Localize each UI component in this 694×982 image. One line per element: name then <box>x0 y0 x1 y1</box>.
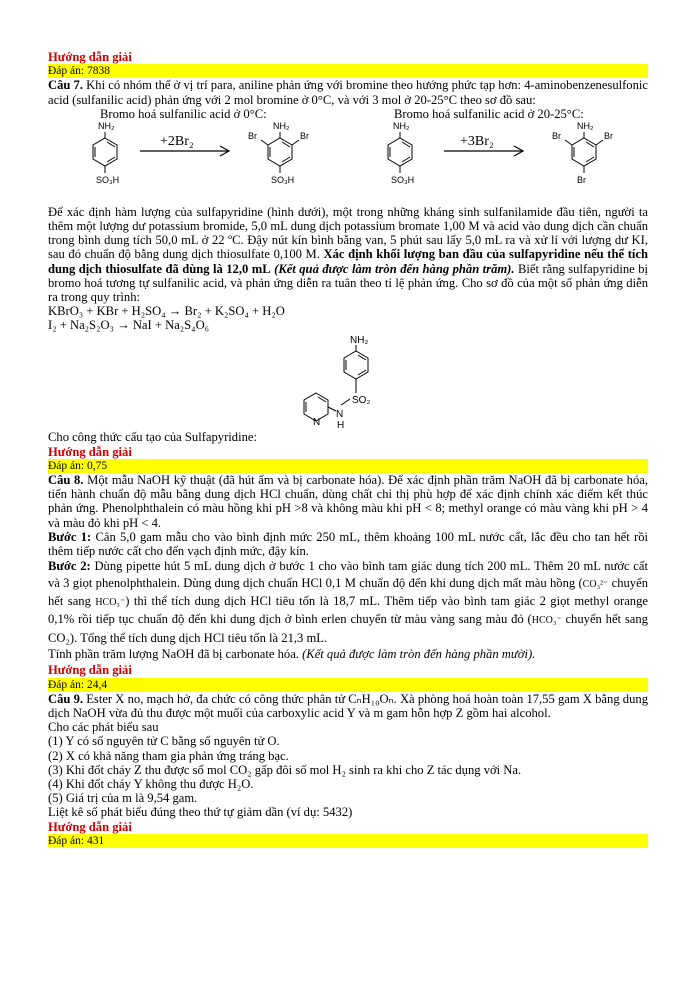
statements-lead: Cho các phát biểu sau <box>48 720 159 735</box>
question-bold-text: Xác định khối lượng ban đầu của sulfapyridine nếu thể tích dung dịch thiosulfate đã dùng là 12,0 mL <box>48 247 648 276</box>
br-label: Br <box>577 174 586 185</box>
question-8-final <box>48 646 648 663</box>
carbonate-ion: CO₃²⁻ <box>582 578 609 590</box>
bromination-scheme <box>48 107 648 205</box>
question-text: Tính phần trăm lượng NaOH đã bị carbonate hóa. <box>48 647 303 662</box>
scheme-title-0c: Bromo hoá sulfanilic acid ở 0°C: <box>100 106 267 121</box>
statement-4: (4) Khi đốt cháy Y không thu được H₂O. <box>48 776 254 791</box>
statement-3: (3) Khi đốt cháy Z thu được số mol CO₂ gấp đôi số mol H₂ sinh ra khi cho Z tác dụng với Na. <box>48 762 522 777</box>
equation-2: I₂ + Na₂S₂O₃ → NaI + Na₂S₄O₆ <box>48 318 210 333</box>
nh2-label: NH₂ <box>577 120 594 131</box>
br-label: Br <box>248 130 257 141</box>
nh2-label: NH₂ <box>98 120 115 131</box>
amide-n-label: N <box>336 408 344 420</box>
bromination-scheme-drawing <box>48 107 648 205</box>
sulfapyridine-structure <box>48 333 648 445</box>
question-rounding-note: (Kết quả được làm tròn đến hàng phần trăm). <box>270 261 515 276</box>
question-text: Một mẫu NaOH kỹ thuật (đã hút ẩm và bị carbonate hóa). Để xác định phần trăm NaOH đã bị carbonate hóa, tiến hành chuẩn độ mẫu bằng dung dịch HCl chuẩn, dùng chất chỉ thị phù hợp để xác định chính xác điểm kết thúc phản ứng. Phenolphthalein có màu hồng khi pH >8 và không màu khi pH < 8; methyl orange có màu vàng khi pH > 4 và màu đỏ khi pH < 4. <box>48 473 648 530</box>
benzene-ring <box>268 138 292 166</box>
document-page <box>48 50 648 848</box>
question-9-intro <box>48 692 648 720</box>
so3h-label: SO₃H <box>391 174 415 185</box>
question-number: Câu 8. <box>48 473 84 488</box>
statement-5: (5) Giá trị của m là 9,54 gam. <box>48 791 198 806</box>
guide-heading: Hướng dẫn giải <box>48 444 132 459</box>
bicarbonate-ion: HCO₃⁻ <box>95 597 126 609</box>
equation-1: KBrO₃ + KBr + H₂SO₄ → Br₂ + K₂SO₄ + H₂O <box>48 304 285 319</box>
question-9-ask: Liệt kê số phát biểu đúng theo thứ tự giảm dần (ví dụ: 5432) <box>48 805 353 820</box>
so3h-label: SO₃H <box>271 174 295 185</box>
benzene-ring <box>93 138 117 166</box>
sulfapyridine-drawing <box>286 333 406 445</box>
benzene-ring <box>388 138 412 166</box>
step-text: Cân 5,0 gam mẫu cho vào bình định mức 250 mL, thêm khoảng 100 mL nước cất, lắc đều cho tan hết rồi thêm tiếp nước cất cho đến vạch định mức, đậy kín. <box>48 529 648 559</box>
question-number: Câu 7. <box>48 78 84 93</box>
br-label: Br <box>300 130 309 141</box>
step-text: Dùng pipette hút 5 mL dung dịch ở bước 1 cho vào bình tam giác dung tích 200 mL. Thêm 20 mL nước cất và 3 giọt phenolphthalein. Dùng dung dịch chuẩn HCl 0,1 M chuẩn độ đến khi dung dịch mất màu hồng ( <box>48 559 648 590</box>
question-text: Khi có nhóm thế ở vị trí para, aniline phản ứng với bromine theo hướng phức tạp hơn: 4-aminobenzenesulfonic acid (sulfanilic acid) phản ứng với 2 mol bromine ở 0°C, và với 3 mol ở 20-25°C theo sơ đồ sau: <box>48 78 648 107</box>
guide-heading: Hướng dẫn giải <box>48 50 132 64</box>
question-8-step-1 <box>48 530 648 558</box>
amide-h-label: H <box>337 419 345 431</box>
step-text: chuyển hết sang CO₂). Tổng thể tích dung dịch HCl tiêu tốn là 21,3 mL. <box>48 612 648 645</box>
statement-2: (2) X có khả năng tham gia phản ứng tráng bạc. <box>48 748 289 763</box>
pyridine-n-label: N <box>313 416 321 428</box>
so2-label: SO₂ <box>352 394 371 406</box>
question-8-intro <box>48 473 648 530</box>
reagent-label: +3Br₂ <box>460 133 494 149</box>
answer-line: Đáp án: 7838 <box>48 64 648 78</box>
guide-heading: Hướng dẫn giải <box>48 819 132 834</box>
nh2-label: NH₂ <box>350 334 369 346</box>
step-text: ) thì thể tích dung dịch HCl tiêu tốn là 18,7 mL. Thêm tiếp vào bình tam giác 2 giọt methyl orange 0,1% rồi tiếp tục chuẩn độ đến khi dung dịch ở bình erlen chuyển từ màu vàng sang màu đỏ ( <box>48 594 648 627</box>
question-number: Câu 9. <box>48 691 84 706</box>
step-label: Bước 2: <box>48 559 91 574</box>
question-text: Ester X no, mạch hở, đa chức có công thức phân tử CₙH₁₀Oₙ. Xà phòng hoá hoàn toàn 17,55 gam X bằng dung dịch NaOH vừa đủ thu được một muối của carboxylic acid Y và m gam hỗn hợp Z gồm hai alcohol. <box>48 691 648 720</box>
nh2-label: NH₂ <box>273 120 290 131</box>
answer-line: Đáp án: 24,4 <box>48 678 648 692</box>
answer-line: Đáp án: 0,75 <box>48 459 648 473</box>
question-text: Để xác định hàm lượng của sulfapyridine (hình dưới), một trong những kháng sinh sulfanilamide đầu tiên, người ta thêm một lượng dư potassium bromide, 5,0 mL dung dịch potassium bromate 1,00 M và acid vào dung dịch cần chuẩn trong bình dung tích 50,0 mL ở 22 ºC. Đậy nút kín bình bằng van, 5 phút sau lấy 5,0 mL ra và xử lí với lượng dư KI, sau đó chuẩn độ bằng dung dịch thiosulfate 0,100 M. <box>48 204 648 262</box>
answer-line: Đáp án: 431 <box>48 834 648 848</box>
guide-heading: Hướng dẫn giải <box>48 663 132 678</box>
question-rounding-note: (Kết quả được làm tròn đến hàng phần mười). <box>302 647 536 662</box>
nh2-label: NH₂ <box>393 120 410 131</box>
scheme-title-20c: Bromo hoá sulfanilic acid ở 20-25°C: <box>394 106 584 121</box>
step-text: chuyển hết sang <box>48 575 648 609</box>
question-7-intro <box>48 78 648 106</box>
bicarbonate-ion: HCO₃⁻ <box>531 615 562 627</box>
br-label: Br <box>552 130 561 141</box>
br-label: Br <box>604 130 613 141</box>
benzene-ring <box>572 138 596 166</box>
reagent-label: +2Br₂ <box>160 133 194 149</box>
question-7-body <box>48 205 648 304</box>
structure-caption: Cho công thức cấu tạo của Sulfapyridine: <box>48 430 257 445</box>
question-text: Biết rằng sulfapyridine bị bromo hoá tương tự sulfanilic acid, và phản ứng diễn ra tuân theo tỉ lệ phản ứng. Cho sơ đồ của một số phản ứng diễn ra trong quy trình: <box>48 261 648 305</box>
statement-1: (1) Y có số nguyên tử C bằng số nguyên tử O. <box>48 734 280 749</box>
so3h-label: SO₃H <box>96 174 120 185</box>
step-label: Bước 1: <box>48 529 92 544</box>
question-8-step-2 <box>48 558 648 646</box>
